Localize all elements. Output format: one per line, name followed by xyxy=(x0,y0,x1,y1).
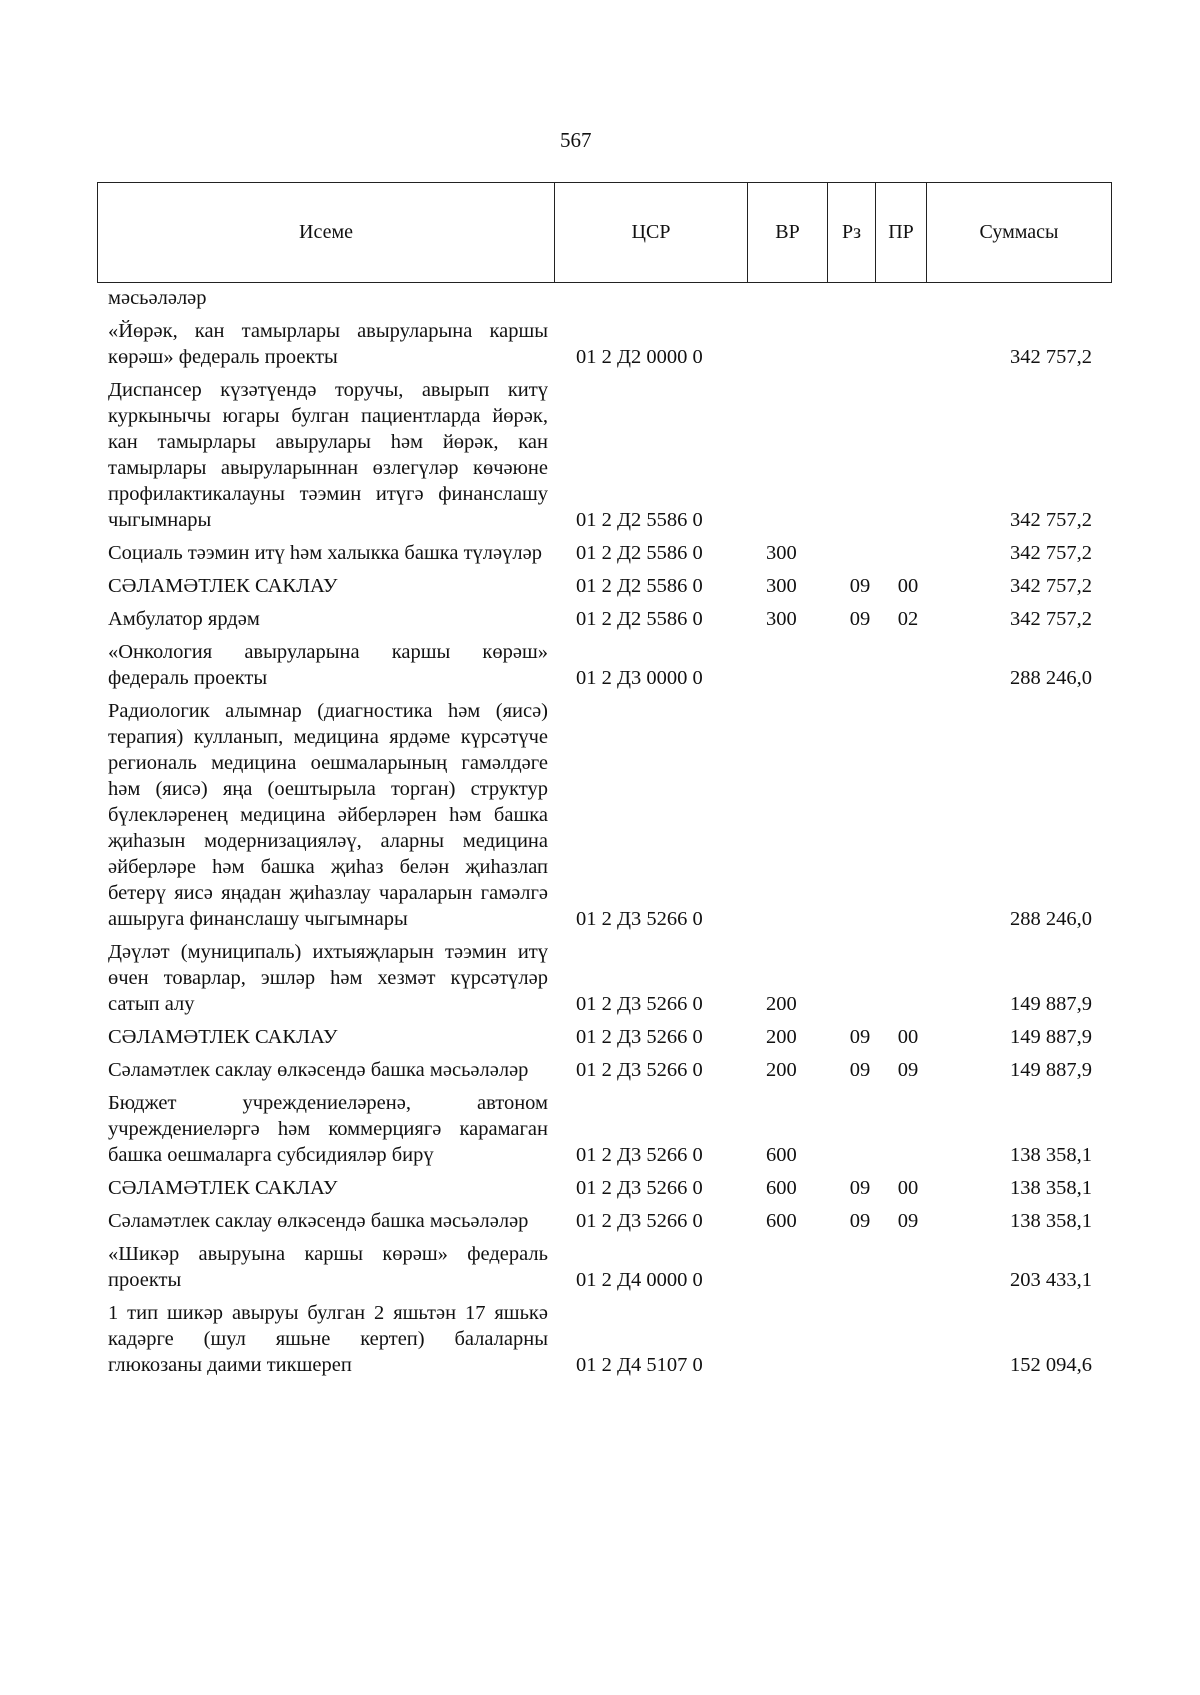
table-header xyxy=(97,182,1112,283)
row-name: Бюджет учреждениеләренә, автоном учреждениеләргә һәм коммерциягә карамаган башка оешмаларга субсидияләр бирү xyxy=(108,1092,548,1166)
row-rz: 09 xyxy=(849,1177,871,1199)
row-sum: 138 358,1 xyxy=(1010,1177,1092,1199)
row-vr: 300 xyxy=(766,575,797,597)
header-vr: ВР xyxy=(748,183,828,282)
row-csr: 01 2 Д3 5266 0 xyxy=(576,1210,703,1232)
row-csr: 01 2 Д2 5586 0 xyxy=(576,542,703,564)
row-name: Дәүләт (муниципаль) ихтыяҗларын тәэмин итү өчен товарлар, эшләр һәм хезмәт күрсәтүләр сатып алу xyxy=(108,941,548,1015)
budget-table-body xyxy=(108,285,1118,1385)
table-row xyxy=(108,573,1118,599)
row-name: мәсьәләләр xyxy=(108,287,207,309)
table-row xyxy=(108,606,1118,632)
row-rz: 09 xyxy=(849,575,871,597)
row-csr: 01 2 Д3 5266 0 xyxy=(576,1059,703,1081)
row-sum: 342 757,2 xyxy=(1010,509,1092,531)
table-row xyxy=(108,1057,1118,1083)
row-csr: 01 2 Д3 0000 0 xyxy=(576,667,703,689)
row-csr: 01 2 Д3 5266 0 xyxy=(576,908,703,930)
row-sum: 203 433,1 xyxy=(1010,1269,1092,1291)
row-pr: 09 xyxy=(897,1059,919,1081)
row-sum: 149 887,9 xyxy=(1010,993,1092,1015)
table-row xyxy=(108,698,1118,932)
row-vr: 600 xyxy=(766,1144,797,1166)
row-name: Сәламәтлек саклау өлкәсендә башка мәсьәләләр xyxy=(108,1059,529,1081)
row-vr: 200 xyxy=(766,993,797,1015)
table-row xyxy=(108,639,1118,691)
row-rz: 09 xyxy=(849,608,871,630)
row-name: Амбулатор ярдәм xyxy=(108,608,260,630)
row-pr: 00 xyxy=(897,575,919,597)
table-row xyxy=(108,285,1118,311)
row-sum: 288 246,0 xyxy=(1010,667,1092,689)
header-csr: ЦСР xyxy=(555,183,748,282)
row-rz: 09 xyxy=(849,1210,871,1232)
row-name: СӘЛАМӘТЛЕК САКЛАУ xyxy=(108,1177,338,1199)
row-sum: 342 757,2 xyxy=(1010,608,1092,630)
row-pr: 00 xyxy=(897,1177,919,1199)
row-csr: 01 2 Д2 5586 0 xyxy=(576,608,703,630)
page-number: 567 xyxy=(560,128,592,152)
row-sum: 288 246,0 xyxy=(1010,908,1092,930)
row-name: «Онкология авыруларына каршы көрәш» федераль проекты xyxy=(108,641,548,689)
table-row xyxy=(108,1090,1118,1168)
row-csr: 01 2 Д2 0000 0 xyxy=(576,346,703,368)
row-sum: 149 887,9 xyxy=(1010,1059,1092,1081)
header-rz: Рз xyxy=(828,183,876,282)
row-sum: 152 094,6 xyxy=(1010,1354,1092,1376)
row-vr: 200 xyxy=(766,1026,797,1048)
row-sum: 149 887,9 xyxy=(1010,1026,1092,1048)
row-name: СӘЛАМӘТЛЕК САКЛАУ xyxy=(108,1026,338,1048)
row-name: Диспансер күзәтүендә торучы, авырып китү куркынычы югары булган пациентларда йөрәк, кан тамырлары авырулары һәм йөрәк, кан тамырлары авыруларыннан өзлегүләр көчәюне профилактикалауны тәэмин итүгә финанслашу чыгымнары xyxy=(108,379,548,531)
row-pr: 00 xyxy=(897,1026,919,1048)
row-name: «Шикәр авыруына каршы көрәш» федераль проекты xyxy=(108,1243,548,1291)
table-row xyxy=(108,1300,1118,1378)
header-name: Исеме xyxy=(98,183,555,282)
row-sum: 342 757,2 xyxy=(1010,575,1092,597)
row-sum: 342 757,2 xyxy=(1010,346,1092,368)
row-vr: 300 xyxy=(766,608,797,630)
row-sum: 138 358,1 xyxy=(1010,1210,1092,1232)
row-name: СӘЛАМӘТЛЕК САКЛАУ xyxy=(108,575,338,597)
header-pr: ПР xyxy=(876,183,927,282)
row-csr: 01 2 Д2 5586 0 xyxy=(576,509,703,531)
row-name: «Йөрәк, кан тамырлары авыруларына каршы көрәш» федераль проекты xyxy=(108,320,548,368)
table-row xyxy=(108,1208,1118,1234)
row-pr: 09 xyxy=(897,1210,919,1232)
table-row xyxy=(108,318,1118,370)
row-csr: 01 2 Д3 5266 0 xyxy=(576,993,703,1015)
row-csr: 01 2 Д3 5266 0 xyxy=(576,1177,703,1199)
row-vr: 200 xyxy=(766,1059,797,1081)
table-row xyxy=(108,1175,1118,1201)
row-vr: 300 xyxy=(766,542,797,564)
row-rz: 09 xyxy=(849,1026,871,1048)
table-row xyxy=(108,939,1118,1017)
row-name: Сәламәтлек саклау өлкәсендә башка мәсьәләләр xyxy=(108,1210,529,1232)
table-row xyxy=(108,540,1118,566)
row-csr: 01 2 Д3 5266 0 xyxy=(576,1144,703,1166)
row-csr: 01 2 Д2 5586 0 xyxy=(576,575,703,597)
table-row xyxy=(108,1241,1118,1293)
table-row xyxy=(108,1024,1118,1050)
row-vr: 600 xyxy=(766,1177,797,1199)
row-name: Радиологик алымнар (диагностика һәм (яисә) терапия) кулланып, медицина ярдәме күрсәтүче региональ медицина оешмаларының гамәлдәге һәм (яисә) яңа (оештырыла торган) структур бүлекләренең медицина әйберләрен һәм башка җиһазын модернизацияләү, аларны медицина әйберләре һәм башка җиһаз белән җиһазлап бетерү яисә яңадан җиһазлау чараларын гамәлгә ашыруга финанслашу чыгымнары xyxy=(108,700,548,930)
row-pr: 02 xyxy=(897,608,919,630)
header-sum: Суммасы xyxy=(979,221,1059,243)
row-name: Социаль тәэмин итү һәм халыкка башка түләүләр xyxy=(108,542,542,564)
row-sum: 342 757,2 xyxy=(1010,542,1092,564)
row-vr: 600 xyxy=(766,1210,797,1232)
row-csr: 01 2 Д4 5107 0 xyxy=(576,1354,703,1376)
row-csr: 01 2 Д4 0000 0 xyxy=(576,1269,703,1291)
table-row xyxy=(108,377,1118,533)
row-csr: 01 2 Д3 5266 0 xyxy=(576,1026,703,1048)
row-rz: 09 xyxy=(849,1059,871,1081)
row-name: 1 тип шикәр авыруы булган 2 яшьтән 17 яшькә кадәрге (шул яшьне кертеп) балаларны глюкозаны даими тикшереп xyxy=(108,1302,548,1376)
row-sum: 138 358,1 xyxy=(1010,1144,1092,1166)
